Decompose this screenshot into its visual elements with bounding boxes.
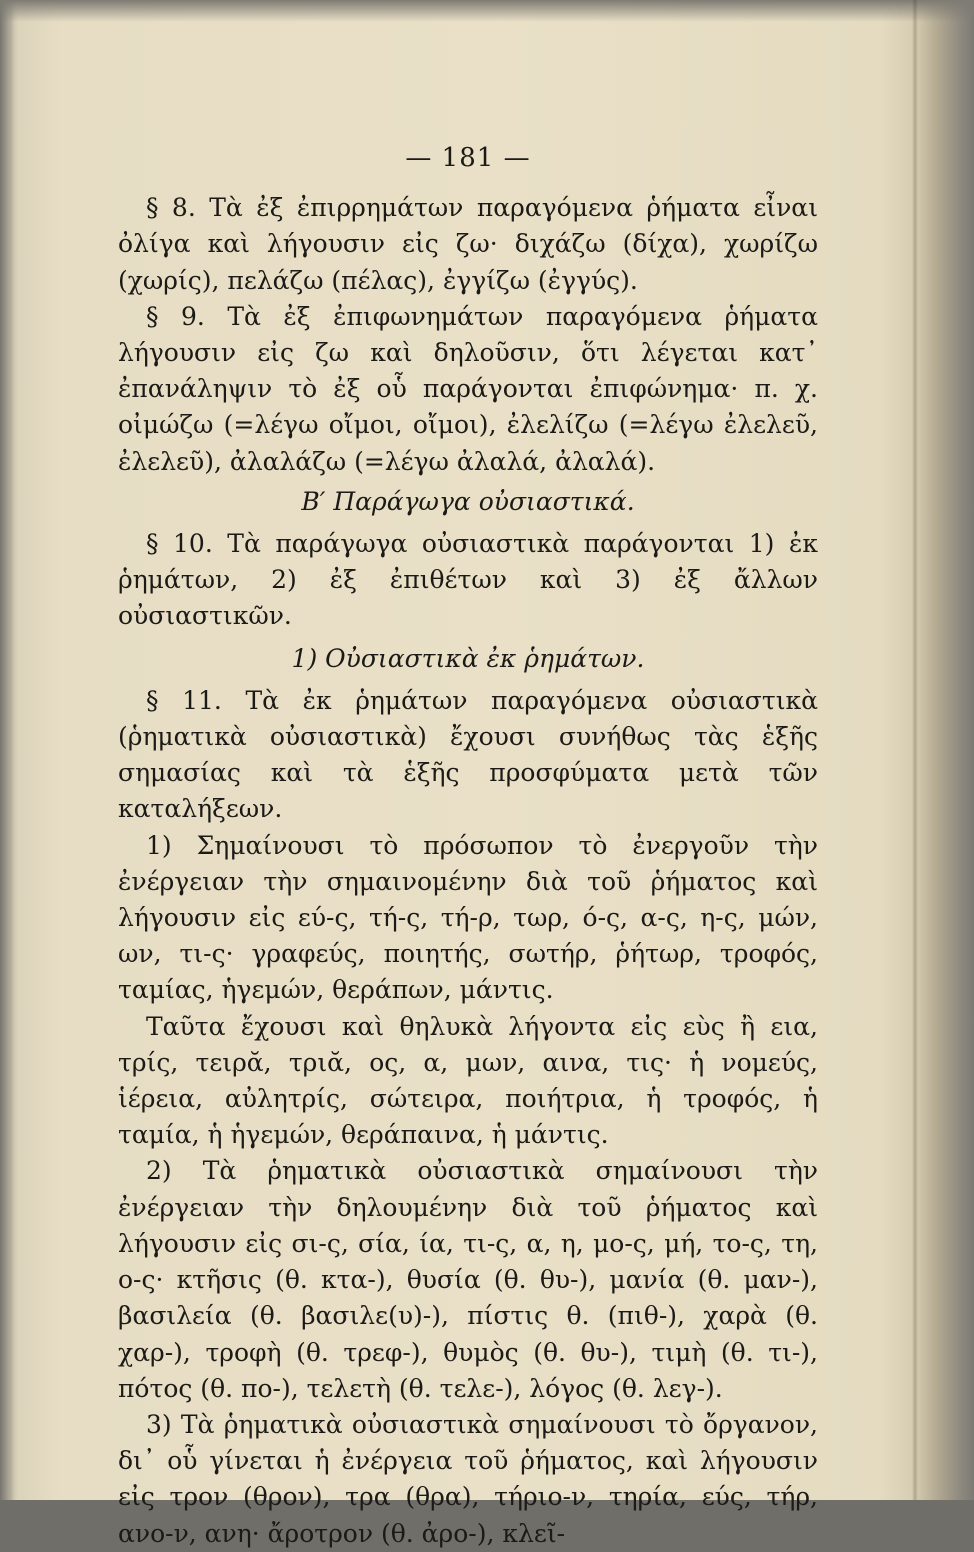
page-top-shadow (0, 0, 974, 22)
page-number: — 181 — (405, 143, 531, 173)
paragraph-10: § 10. Τὰ παράγωγα οὐσιαστικὰ παράγονται 1) ἐκ ῥημάτων, 2) ἐξ ἐπιθέτων καὶ 3) ἐξ ἄλλων οὐσιαστικῶν. (118, 529, 818, 631)
paragraph-11-item-2: 2) Τὰ ῥηματικὰ οὐσιαστικὰ σημαίνουσι τὴν ἐνέργειαν τὴν δηλουμένην διὰ τοῦ ῥήματος καὶ λήγουσιν εἰς σι-ς, σία, ία, τι-ς, α, η, μο-ς, μή, το-ς, τη, ο-ς· κτῆσις (θ. κτα-), θυσία (θ. θυ-), μανία (θ. μαν-), βασιλεία (θ. βασιλε(υ)-), πίστις θ. (πιθ-), χαρὰ (θ. χαρ-), τροφὴ (θ. τρεφ-), θυμὸς (θ. θυ-), τιμὴ (θ. τι-), πότος (θ. πο-), τελετὴ (θ. τελε-), λόγος (θ. λεγ-). (118, 1156, 818, 1403)
text-column (118, 140, 818, 1552)
subheading-nouns-from-verbs: 1) Οὐσιαστικὰ ἐκ ῥημάτων. (291, 643, 645, 673)
paragraph-11: § 11. Τὰ ἐκ ῥημάτων παραγόμενα οὐσιαστικὰ (ῥηματικὰ οὐσιαστικὰ) ἔχουσι συνήθως τὰς ἑξῆς σημασίας καὶ τὰ ἑξῆς προσφύματα μετὰ τῶν καταλήξεων. (118, 685, 818, 824)
paragraph-feminine-forms: Ταῦτα ἔχουσι καὶ θηλυκὰ λήγοντα εἰς εὺς ἢ εια, τρίς, τειρᾰ, τριᾰ, ος, α, μων, αινα, τις· ἡ νομεύς, ἱέρεια, αὐλητρίς, σώτειρα, ποιήτρια, ἡ τροφός, ἡ ταμία, ἡ ἡγεμών, θεράπαινα, ἡ μάντις. (118, 1011, 818, 1150)
paragraph-9: § 9. Τὰ ἐξ ἐπιφωνημάτων παραγόμενα ῥήματα λήγουσιν εἰς ζω καὶ δηλοῦσιν, ὅτι λέγεται κατ᾽ ἐπανάληψιν τὸ ἐξ οὗ παράγονται ἐπιφώνημα· π. χ. οἰμώζω (=λέγω οἴμοι, οἴμοι), ἐλελίζω (=λέγω ἐλελεῦ, ἐλελεῦ), ἀλαλάζω (=λέγω ἀλαλά, ἀλαλά). (118, 301, 818, 476)
paragraph-11-item-3: 3) Τὰ ῥηματικὰ οὐσιαστικὰ σημαίνουσι τὸ ὄργανον, δι᾽ οὗ γίνεται ἡ ἐνέργεια τοῦ ῥήματος, καὶ λήγουσιν εἰς τρον (θρον), τρα (θρα), τήριο-ν, τηρία, εύς, τήρ, ανο-ν, ανη· ἄροτρον (θ. ἀρο-), κλεῖ- (118, 1409, 818, 1548)
page-fold-line (912, 0, 918, 1500)
paragraph-8: § 8. Τὰ ἐξ ἐπιρρημάτων παραγόμενα ῥήματα εἶναι ὀλίγα καὶ λήγουσιν εἰς ζω· διχάζω (δίχα), χωρίζω (χωρίς), πελάζω (πέλας), ἐγγίζω (ἐγγύς). (118, 193, 818, 295)
section-heading-b: Β′ Παράγωγα οὐσιαστικά. (301, 486, 635, 516)
page-left-edge-shadow (0, 0, 14, 1500)
paragraph-11-item-1: 1) Σημαίνουσι τὸ πρόσωπον τὸ ἐνεργοῦν τὴν ἐνέργειαν τὴν σημαινομένην διὰ τοῦ ῥήματος καὶ λήγουσιν εἰς εύ-ς, τή-ς, τή-ρ, τωρ, ό-ς, α-ς, η-ς, μών, ων, τι-ς· γραφεύς, ποιητής, σωτήρ, ῥήτωρ, τροφός, ταμίας, ἡγεμών, θεράπων, μάντις. (118, 830, 818, 1005)
